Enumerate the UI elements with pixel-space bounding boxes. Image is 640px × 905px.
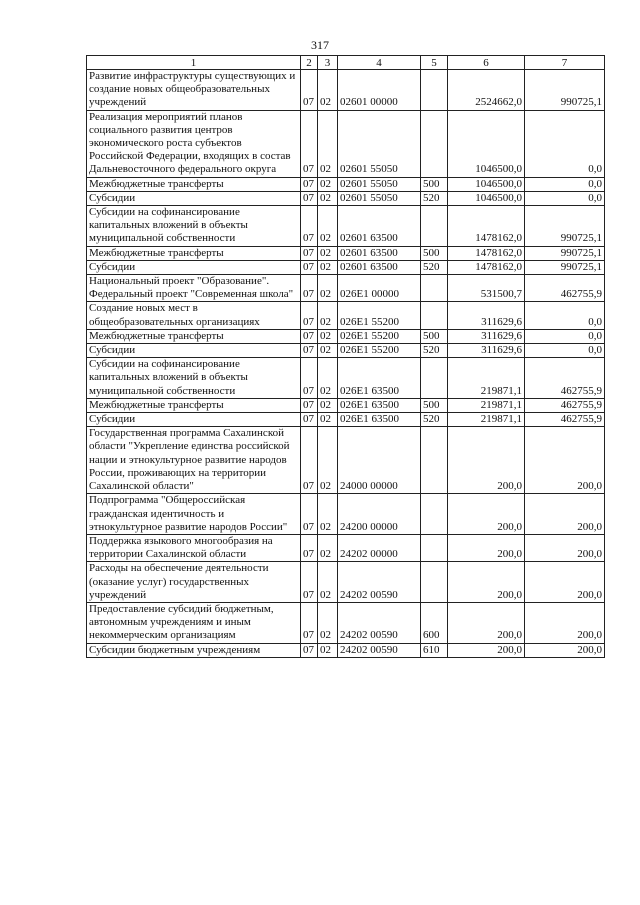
amount-col7-cell: 0,0	[525, 302, 605, 329]
amount-col6-cell: 1478162,0	[448, 246, 525, 260]
expense-type-cell	[421, 206, 448, 247]
amount-col7-cell: 0,0	[525, 191, 605, 205]
target-code-cell: 026E1 63500	[338, 398, 421, 412]
section-code-cell: 07	[301, 562, 318, 603]
subsection-code-cell: 02	[318, 643, 338, 657]
subsection-code-cell: 02	[318, 191, 338, 205]
amount-col6-cell: 219871,1	[448, 358, 525, 399]
target-code-cell: 24000 00000	[338, 427, 421, 494]
amount-col7-cell: 462755,9	[525, 398, 605, 412]
amount-col7-cell: 462755,9	[525, 358, 605, 399]
section-code-cell: 07	[301, 427, 318, 494]
target-code-cell: 02601 63500	[338, 260, 421, 274]
table-row	[87, 110, 605, 177]
amount-col7-cell: 462755,9	[525, 413, 605, 427]
subsection-code-cell: 02	[318, 329, 338, 343]
subsection-code-cell: 02	[318, 70, 338, 111]
section-code-cell: 07	[301, 413, 318, 427]
target-code-cell: 24202 00590	[338, 562, 421, 603]
section-code-cell: 07	[301, 70, 318, 111]
amount-col6-cell: 1046500,0	[448, 191, 525, 205]
section-code-cell: 07	[301, 643, 318, 657]
amount-col7-cell: 0,0	[525, 344, 605, 358]
section-code-cell: 07	[301, 358, 318, 399]
budget-table	[86, 55, 605, 658]
item-name-cell: Поддержка языкового многообразия на территории Сахалинской области	[87, 534, 301, 561]
amount-col6-cell: 200,0	[448, 534, 525, 561]
expense-type-cell: 520	[421, 191, 448, 205]
table-row	[87, 413, 605, 427]
expense-type-cell: 500	[421, 398, 448, 412]
subsection-code-cell: 02	[318, 413, 338, 427]
item-name-cell: Расходы на обеспечение деятельности (оказание услуг) государственных учреждений	[87, 562, 301, 603]
table-row	[87, 260, 605, 274]
target-code-cell: 02601 55050	[338, 191, 421, 205]
subsection-code-cell: 02	[318, 602, 338, 643]
target-code-cell: 24202 00590	[338, 602, 421, 643]
amount-col6-cell: 1478162,0	[448, 260, 525, 274]
amount-col6-cell: 200,0	[448, 562, 525, 603]
subsection-code-cell: 02	[318, 275, 338, 302]
target-code-cell: 026E1 63500	[338, 358, 421, 399]
target-code-cell: 026E1 55200	[338, 302, 421, 329]
amount-col6-cell: 219871,1	[448, 413, 525, 427]
amount-col6-cell: 219871,1	[448, 398, 525, 412]
table-row	[87, 275, 605, 302]
column-header: 6	[448, 56, 525, 70]
expense-type-cell: 500	[421, 329, 448, 343]
item-name-cell: Межбюджетные трансферты	[87, 177, 301, 191]
item-name-cell: Субсидии	[87, 344, 301, 358]
amount-col6-cell: 200,0	[448, 494, 525, 535]
expense-type-cell	[421, 562, 448, 603]
subsection-code-cell: 02	[318, 427, 338, 494]
subsection-code-cell: 02	[318, 110, 338, 177]
section-code-cell: 07	[301, 275, 318, 302]
expense-type-cell	[421, 110, 448, 177]
item-name-cell: Субсидии	[87, 260, 301, 274]
subsection-code-cell: 02	[318, 344, 338, 358]
table-row	[87, 302, 605, 329]
item-name-cell: Межбюджетные трансферты	[87, 398, 301, 412]
subsection-code-cell: 02	[318, 206, 338, 247]
target-code-cell: 02601 63500	[338, 246, 421, 260]
section-code-cell: 07	[301, 206, 318, 247]
amount-col6-cell: 1046500,0	[448, 110, 525, 177]
subsection-code-cell: 02	[318, 562, 338, 603]
item-name-cell: Создание новых мест в общеобразовательных организациях	[87, 302, 301, 329]
expense-type-cell: 500	[421, 177, 448, 191]
table-row	[87, 329, 605, 343]
target-code-cell: 026E1 55200	[338, 344, 421, 358]
section-code-cell: 07	[301, 110, 318, 177]
amount-col7-cell: 0,0	[525, 177, 605, 191]
item-name-cell: Государственная программа Сахалинской области "Укрепление единства российской нации и этнокультурное развитие народов России, проживающих на территории Сахалинской области"	[87, 427, 301, 494]
expense-type-cell	[421, 534, 448, 561]
section-code-cell: 07	[301, 329, 318, 343]
table-row	[87, 427, 605, 494]
amount-col7-cell: 0,0	[525, 110, 605, 177]
table-row	[87, 494, 605, 535]
section-code-cell: 07	[301, 302, 318, 329]
item-name-cell: Субсидии	[87, 413, 301, 427]
item-name-cell: Подпрограмма "Общероссийская гражданская идентичность и этнокультурное развитие народов России"	[87, 494, 301, 535]
expense-type-cell	[421, 70, 448, 111]
table-row	[87, 602, 605, 643]
amount-col6-cell: 311629,6	[448, 302, 525, 329]
amount-col6-cell: 531500,7	[448, 275, 525, 302]
target-code-cell: 02601 63500	[338, 206, 421, 247]
subsection-code-cell: 02	[318, 358, 338, 399]
amount-col7-cell: 200,0	[525, 562, 605, 603]
section-code-cell: 07	[301, 191, 318, 205]
table-row	[87, 534, 605, 561]
expense-type-cell: 600	[421, 602, 448, 643]
amount-col7-cell: 990725,1	[525, 260, 605, 274]
target-code-cell: 026E1 00000	[338, 275, 421, 302]
target-code-cell: 24202 00000	[338, 534, 421, 561]
subsection-code-cell: 02	[318, 534, 338, 561]
amount-col7-cell: 200,0	[525, 643, 605, 657]
amount-col7-cell: 990725,1	[525, 206, 605, 247]
column-header: 4	[338, 56, 421, 70]
target-code-cell: 24202 00590	[338, 643, 421, 657]
subsection-code-cell: 02	[318, 177, 338, 191]
table-row	[87, 344, 605, 358]
amount-col6-cell: 311629,6	[448, 344, 525, 358]
subsection-code-cell: 02	[318, 398, 338, 412]
table-row	[87, 358, 605, 399]
column-header: 3	[318, 56, 338, 70]
amount-col7-cell: 200,0	[525, 534, 605, 561]
item-name-cell: Субсидии бюджетным учреждениям	[87, 643, 301, 657]
item-name-cell: Субсидии на софинансирование капитальных вложений в объекты муниципальной собственности	[87, 206, 301, 247]
header-row	[87, 56, 605, 70]
expense-type-cell: 520	[421, 344, 448, 358]
amount-col7-cell: 200,0	[525, 494, 605, 535]
amount-col6-cell: 1046500,0	[448, 177, 525, 191]
expense-type-cell	[421, 275, 448, 302]
table-body	[87, 70, 605, 658]
table-row	[87, 206, 605, 247]
item-name-cell: Субсидии на софинансирование капитальных вложений в объекты муниципальной собственности	[87, 358, 301, 399]
amount-col6-cell: 200,0	[448, 602, 525, 643]
subsection-code-cell: 02	[318, 494, 338, 535]
amount-col7-cell: 990725,1	[525, 246, 605, 260]
target-code-cell: 026E1 63500	[338, 413, 421, 427]
column-header: 1	[87, 56, 301, 70]
expense-type-cell: 520	[421, 413, 448, 427]
item-name-cell: Реализация мероприятий планов социального развития центров экономического роста субъектов Российской Федерации, входящих в состав Дальневосточного федерального округа	[87, 110, 301, 177]
target-code-cell: 02601 55050	[338, 110, 421, 177]
amount-col7-cell: 200,0	[525, 427, 605, 494]
amount-col7-cell: 200,0	[525, 602, 605, 643]
section-code-cell: 07	[301, 177, 318, 191]
amount-col6-cell: 200,0	[448, 427, 525, 494]
expense-type-cell	[421, 302, 448, 329]
item-name-cell: Национальный проект "Образование". Федеральный проект "Современная школа"	[87, 275, 301, 302]
table-row	[87, 177, 605, 191]
subsection-code-cell: 02	[318, 246, 338, 260]
item-name-cell: Субсидии	[87, 191, 301, 205]
section-code-cell: 07	[301, 260, 318, 274]
target-code-cell: 02601 00000	[338, 70, 421, 111]
amount-col6-cell: 311629,6	[448, 329, 525, 343]
table-row	[87, 398, 605, 412]
subsection-code-cell: 02	[318, 260, 338, 274]
column-header: 5	[421, 56, 448, 70]
amount-col6-cell: 200,0	[448, 643, 525, 657]
item-name-cell: Межбюджетные трансферты	[87, 246, 301, 260]
expense-type-cell	[421, 427, 448, 494]
amount-col6-cell: 2524662,0	[448, 70, 525, 111]
table-row	[87, 246, 605, 260]
target-code-cell: 02601 55050	[338, 177, 421, 191]
amount-col7-cell: 0,0	[525, 329, 605, 343]
section-code-cell: 07	[301, 534, 318, 561]
table-row	[87, 643, 605, 657]
target-code-cell: 026E1 55200	[338, 329, 421, 343]
item-name-cell: Развитие инфраструктуры существующих и создание новых общеобразовательных учреждений	[87, 70, 301, 111]
expense-type-cell	[421, 358, 448, 399]
amount-col7-cell: 990725,1	[525, 70, 605, 111]
subsection-code-cell: 02	[318, 302, 338, 329]
table-row	[87, 70, 605, 111]
expense-type-cell: 610	[421, 643, 448, 657]
page-number: 317	[311, 38, 329, 52]
amount-col7-cell: 462755,9	[525, 275, 605, 302]
item-name-cell: Межбюджетные трансферты	[87, 329, 301, 343]
amount-col6-cell: 1478162,0	[448, 206, 525, 247]
section-code-cell: 07	[301, 494, 318, 535]
column-header: 7	[525, 56, 605, 70]
section-code-cell: 07	[301, 398, 318, 412]
section-code-cell: 07	[301, 246, 318, 260]
section-code-cell: 07	[301, 344, 318, 358]
column-header: 2	[301, 56, 318, 70]
item-name-cell: Предоставление субсидий бюджетным, автономным учреждениям и иным некоммерческим организациям	[87, 602, 301, 643]
table-row	[87, 191, 605, 205]
expense-type-cell	[421, 494, 448, 535]
expense-type-cell: 520	[421, 260, 448, 274]
section-code-cell: 07	[301, 602, 318, 643]
table-row	[87, 562, 605, 603]
target-code-cell: 24200 00000	[338, 494, 421, 535]
expense-type-cell: 500	[421, 246, 448, 260]
